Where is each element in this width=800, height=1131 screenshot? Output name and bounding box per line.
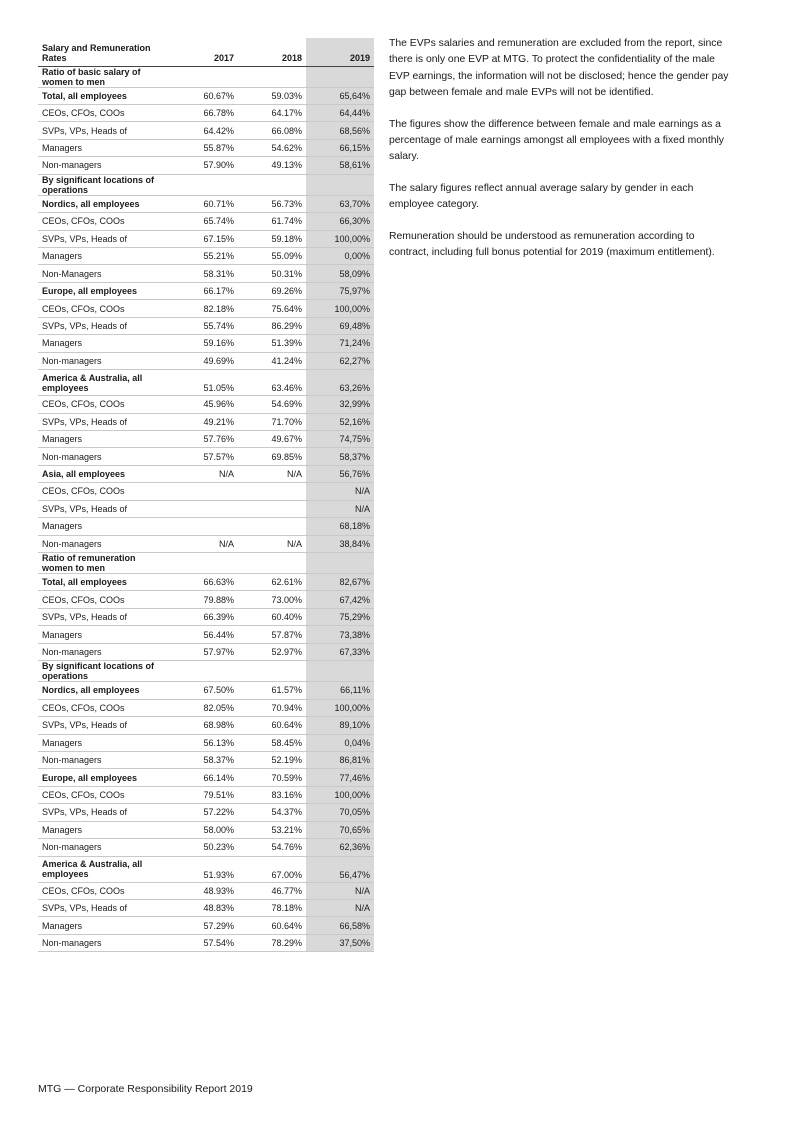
row-label: SVPs, VPs, Heads of (38, 413, 171, 430)
cell-2019 (306, 553, 374, 574)
table-row (38, 786, 374, 803)
table-row (38, 856, 374, 882)
cell-2019: 100,00% (306, 230, 374, 247)
table-row (38, 751, 374, 768)
cell-2017: 79.51% (171, 786, 238, 803)
table-row (38, 195, 374, 212)
row-label: CEOs, CFOs, COOs (38, 483, 171, 500)
table-row (38, 626, 374, 643)
cell-2018 (238, 483, 306, 500)
row-label: America & Australia, all employees (38, 370, 171, 396)
cell-2017 (171, 553, 238, 574)
cell-2019: 100,00% (306, 300, 374, 317)
row-label: Managers (38, 430, 171, 447)
cell-2018: 59.03% (238, 87, 306, 104)
table-body (38, 66, 374, 952)
table-row (38, 643, 374, 660)
section-header-row (38, 661, 374, 682)
table-header-row (38, 38, 374, 66)
table-row (38, 317, 374, 334)
table-row (38, 483, 374, 500)
table-row (38, 804, 374, 821)
cell-2018: 52.97% (238, 643, 306, 660)
cell-2018 (238, 661, 306, 682)
cell-2018: 69.85% (238, 448, 306, 465)
table-row (38, 430, 374, 447)
cell-2018 (238, 174, 306, 195)
cell-2017: 65.74% (171, 213, 238, 230)
cell-2018: 78.18% (238, 900, 306, 917)
cell-2017: 57.90% (171, 157, 238, 174)
cell-2019: 100,00% (306, 699, 374, 716)
cell-2019 (306, 66, 374, 87)
cell-2017: 67.50% (171, 682, 238, 699)
cell-2018: 52.19% (238, 751, 306, 768)
row-label: Asia, all employees (38, 465, 171, 482)
cell-2018: 61.74% (238, 213, 306, 230)
row-label: Managers (38, 518, 171, 535)
cell-2018: 63.46% (238, 370, 306, 396)
row-label: Non-managers (38, 839, 171, 856)
table-row (38, 300, 374, 317)
cell-2019: 56,47% (306, 856, 374, 882)
cell-2019: 86,81% (306, 751, 374, 768)
cell-2019 (306, 174, 374, 195)
cell-2019: N/A (306, 500, 374, 517)
row-label: Non-managers (38, 751, 171, 768)
row-label: Non-managers (38, 535, 171, 552)
table-row (38, 104, 374, 121)
table-row (38, 352, 374, 369)
row-label: SVPs, VPs, Heads of (38, 317, 171, 334)
cell-2019: 64,44% (306, 104, 374, 121)
cell-2019: 75,29% (306, 608, 374, 625)
table-row (38, 518, 374, 535)
row-label: By significant locations of operations (38, 174, 171, 195)
cell-2018: 78.29% (238, 934, 306, 951)
header-2019: 2019 (306, 38, 374, 66)
page-footer: MTG — Corporate Responsibility Report 2019 (38, 1083, 253, 1095)
cell-2017: N/A (171, 535, 238, 552)
cell-2019: 74,75% (306, 430, 374, 447)
cell-2018: 64.17% (238, 104, 306, 121)
cell-2019: 62,27% (306, 352, 374, 369)
row-label: CEOs, CFOs, COOs (38, 699, 171, 716)
cell-2017: 79.88% (171, 591, 238, 608)
cell-2019: 65,64% (306, 87, 374, 104)
cell-2018: 60.64% (238, 717, 306, 734)
cell-2019: 82,67% (306, 574, 374, 591)
row-label: Managers (38, 626, 171, 643)
cell-2019: 68,18% (306, 518, 374, 535)
table-row (38, 900, 374, 917)
cell-2018: 67.00% (238, 856, 306, 882)
cell-2019: N/A (306, 900, 374, 917)
cell-2018: 86.29% (238, 317, 306, 334)
table-row (38, 839, 374, 856)
cell-2018: 70.59% (238, 769, 306, 786)
cell-2019: 70,05% (306, 804, 374, 821)
salary-remuneration-table (38, 38, 374, 952)
cell-2019: 71,24% (306, 335, 374, 352)
cell-2019: 89,10% (306, 717, 374, 734)
cell-2017: 66.39% (171, 608, 238, 625)
cell-2017: 64.42% (171, 122, 238, 139)
row-label: CEOs, CFOs, COOs (38, 300, 171, 317)
cell-2017: 45.96% (171, 396, 238, 413)
table-row (38, 248, 374, 265)
row-label: CEOs, CFOs, COOs (38, 786, 171, 803)
table-row (38, 934, 374, 951)
row-label: Non-managers (38, 643, 171, 660)
row-label: Total, all employees (38, 87, 171, 104)
cell-2017: 66.17% (171, 282, 238, 299)
row-label: Managers (38, 248, 171, 265)
cell-2018: 61.57% (238, 682, 306, 699)
table-row (38, 230, 374, 247)
cell-2018: 49.67% (238, 430, 306, 447)
cell-2017: 66.63% (171, 574, 238, 591)
row-label: Non-managers (38, 934, 171, 951)
table-row (38, 213, 374, 230)
table-row (38, 821, 374, 838)
table-row (38, 396, 374, 413)
cell-2017: 55.74% (171, 317, 238, 334)
row-label: Managers (38, 734, 171, 751)
row-label: Europe, all employees (38, 282, 171, 299)
row-label: Non-Managers (38, 265, 171, 282)
row-label: Ratio of remuneration women to men (38, 553, 171, 574)
row-label: SVPs, VPs, Heads of (38, 717, 171, 734)
cell-2017 (171, 174, 238, 195)
cell-2019: 73,38% (306, 626, 374, 643)
cell-2017: 60.67% (171, 87, 238, 104)
cell-2017: 57.76% (171, 430, 238, 447)
header-2017: 2017 (171, 38, 238, 66)
cell-2019: 100,00% (306, 786, 374, 803)
cell-2017: 49.69% (171, 352, 238, 369)
cell-2019: 67,42% (306, 591, 374, 608)
row-label: Non-managers (38, 352, 171, 369)
cell-2018 (238, 518, 306, 535)
cell-2017: 59.16% (171, 335, 238, 352)
table-row (38, 139, 374, 156)
cell-2019: N/A (306, 882, 374, 899)
cell-2018: 58.45% (238, 734, 306, 751)
cell-2019: 66,11% (306, 682, 374, 699)
cell-2019: 52,16% (306, 413, 374, 430)
cell-2017: 58.00% (171, 821, 238, 838)
cell-2018: 51.39% (238, 335, 306, 352)
cell-2018: 56.73% (238, 195, 306, 212)
table-row (38, 591, 374, 608)
row-label: SVPs, VPs, Heads of (38, 122, 171, 139)
cell-2018: 62.61% (238, 574, 306, 591)
cell-2017: 58.31% (171, 265, 238, 282)
row-label: Total, all employees (38, 574, 171, 591)
header-2018: 2018 (238, 38, 306, 66)
table-row (38, 699, 374, 716)
table-row (38, 917, 374, 934)
cell-2018: 69.26% (238, 282, 306, 299)
cell-2018: 75.64% (238, 300, 306, 317)
cell-2017: 55.21% (171, 248, 238, 265)
cell-2018: 50.31% (238, 265, 306, 282)
row-label: Managers (38, 917, 171, 934)
cell-2019: 58,61% (306, 157, 374, 174)
header-label: Salary and Remuneration Rates (38, 38, 171, 66)
row-label: CEOs, CFOs, COOs (38, 104, 171, 121)
cell-2018: 60.64% (238, 917, 306, 934)
cell-2017 (171, 483, 238, 500)
cell-2017: N/A (171, 465, 238, 482)
row-label: Managers (38, 139, 171, 156)
row-label: Managers (38, 335, 171, 352)
cell-2017: 57.22% (171, 804, 238, 821)
cell-2017: 50.23% (171, 839, 238, 856)
cell-2017 (171, 500, 238, 517)
cell-2019: 77,46% (306, 769, 374, 786)
note-salary: The salary figures reflect annual average salary by gender in each employee category. (389, 182, 694, 211)
cell-2019: 69,48% (306, 317, 374, 334)
cell-2018: 66.08% (238, 122, 306, 139)
cell-2019: 68,56% (306, 122, 374, 139)
cell-2018: 59.18% (238, 230, 306, 247)
cell-2019: 63,26% (306, 370, 374, 396)
cell-2017: 56.13% (171, 734, 238, 751)
cell-2019: 66,15% (306, 139, 374, 156)
row-label: SVPs, VPs, Heads of (38, 900, 171, 917)
cell-2018: 57.87% (238, 626, 306, 643)
row-label: Managers (38, 821, 171, 838)
cell-2019 (306, 661, 374, 682)
table-row (38, 265, 374, 282)
row-label: America & Australia, all employees (38, 856, 171, 882)
table-row (38, 608, 374, 625)
row-label: Ratio of basic salary of women to men (38, 66, 171, 87)
cell-2018: 60.40% (238, 608, 306, 625)
cell-2017: 67.15% (171, 230, 238, 247)
cell-2018: N/A (238, 465, 306, 482)
cell-2017: 48.93% (171, 882, 238, 899)
cell-2017: 60.71% (171, 195, 238, 212)
cell-2017: 57.97% (171, 643, 238, 660)
cell-2018: 54.62% (238, 139, 306, 156)
cell-2018: 83.16% (238, 786, 306, 803)
row-label: Non-managers (38, 448, 171, 465)
cell-2017: 48.83% (171, 900, 238, 917)
cell-2018: 70.94% (238, 699, 306, 716)
row-label: Europe, all employees (38, 769, 171, 786)
cell-2018: 46.77% (238, 882, 306, 899)
table-row (38, 157, 374, 174)
cell-2017: 57.57% (171, 448, 238, 465)
cell-2019: 56,76% (306, 465, 374, 482)
row-label: CEOs, CFOs, COOs (38, 591, 171, 608)
cell-2019: 67,33% (306, 643, 374, 660)
table-row (38, 282, 374, 299)
cell-2019: 38,84% (306, 535, 374, 552)
row-label: CEOs, CFOs, COOs (38, 396, 171, 413)
cell-2019: 70,65% (306, 821, 374, 838)
table-row (38, 682, 374, 699)
cell-2019: 66,58% (306, 917, 374, 934)
cell-2018 (238, 66, 306, 87)
cell-2019: 58,37% (306, 448, 374, 465)
cell-2017: 55.87% (171, 139, 238, 156)
cell-2018: 54.76% (238, 839, 306, 856)
table-row (38, 882, 374, 899)
row-label: CEOs, CFOs, COOs (38, 213, 171, 230)
row-label: By significant locations of operations (38, 661, 171, 682)
cell-2018: 41.24% (238, 352, 306, 369)
table-row (38, 448, 374, 465)
row-label: SVPs, VPs, Heads of (38, 608, 171, 625)
row-label: SVPs, VPs, Heads of (38, 230, 171, 247)
note-evp: The EVPs salaries and remuneration are excluded from the report, since there is only one EVP at MTG. To protect the confidentiality of the male EVP earnings, the information will not be disclosed; hence the gender pay gap between female and male EVPs will not be identified. (389, 38, 729, 99)
cell-2018 (238, 500, 306, 517)
cell-2017 (171, 661, 238, 682)
section-header-row (38, 553, 374, 574)
cell-2017: 82.18% (171, 300, 238, 317)
table-row (38, 500, 374, 517)
table-row (38, 769, 374, 786)
note-remuneration: Remuneration should be understood as remuneration according to contract, including full bonus potential for 2019 (maximum entitlement). (389, 230, 715, 259)
table-row (38, 87, 374, 104)
section-header-row (38, 174, 374, 195)
cell-2017: 57.54% (171, 934, 238, 951)
cell-2018: 73.00% (238, 591, 306, 608)
cell-2018: 71.70% (238, 413, 306, 430)
note-figures: The figures show the difference between female and male earnings as a percentage of male earnings amongst all employees with a fixed monthly salary. (389, 118, 724, 163)
cell-2018: 54.69% (238, 396, 306, 413)
row-label: SVPs, VPs, Heads of (38, 804, 171, 821)
cell-2019: 58,09% (306, 265, 374, 282)
cell-2018: 53.21% (238, 821, 306, 838)
cell-2017: 51.93% (171, 856, 238, 882)
cell-2017: 57.29% (171, 917, 238, 934)
cell-2019: 66,30% (306, 213, 374, 230)
cell-2019: 0,00% (306, 248, 374, 265)
table-row (38, 717, 374, 734)
cell-2018 (238, 553, 306, 574)
cell-2018: 49.13% (238, 157, 306, 174)
row-label: Nordics, all employees (38, 682, 171, 699)
cell-2019: 75,97% (306, 282, 374, 299)
row-label: CEOs, CFOs, COOs (38, 882, 171, 899)
table-row (38, 413, 374, 430)
table-row (38, 122, 374, 139)
cell-2019: 37,50% (306, 934, 374, 951)
table-row (38, 370, 374, 396)
cell-2018: 55.09% (238, 248, 306, 265)
cell-2019: 63,70% (306, 195, 374, 212)
cell-2017 (171, 66, 238, 87)
cell-2017: 49.21% (171, 413, 238, 430)
cell-2018: N/A (238, 535, 306, 552)
cell-2017: 56.44% (171, 626, 238, 643)
cell-2019: 0,04% (306, 734, 374, 751)
cell-2019: 32,99% (306, 396, 374, 413)
row-label: Nordics, all employees (38, 195, 171, 212)
cell-2017: 51.05% (171, 370, 238, 396)
table-row (38, 465, 374, 482)
cell-2019: N/A (306, 483, 374, 500)
row-label: Non-managers (38, 157, 171, 174)
cell-2017: 58.37% (171, 751, 238, 768)
table-row (38, 335, 374, 352)
table-row (38, 734, 374, 751)
cell-2017: 66.78% (171, 104, 238, 121)
cell-2019: 62,36% (306, 839, 374, 856)
notes-column (389, 36, 729, 276)
cell-2017: 68.98% (171, 717, 238, 734)
table-row (38, 535, 374, 552)
cell-2018: 54.37% (238, 804, 306, 821)
cell-2017 (171, 518, 238, 535)
cell-2017: 82.05% (171, 699, 238, 716)
cell-2017: 66.14% (171, 769, 238, 786)
table-row (38, 574, 374, 591)
section-header-row (38, 66, 374, 87)
row-label: SVPs, VPs, Heads of (38, 500, 171, 517)
